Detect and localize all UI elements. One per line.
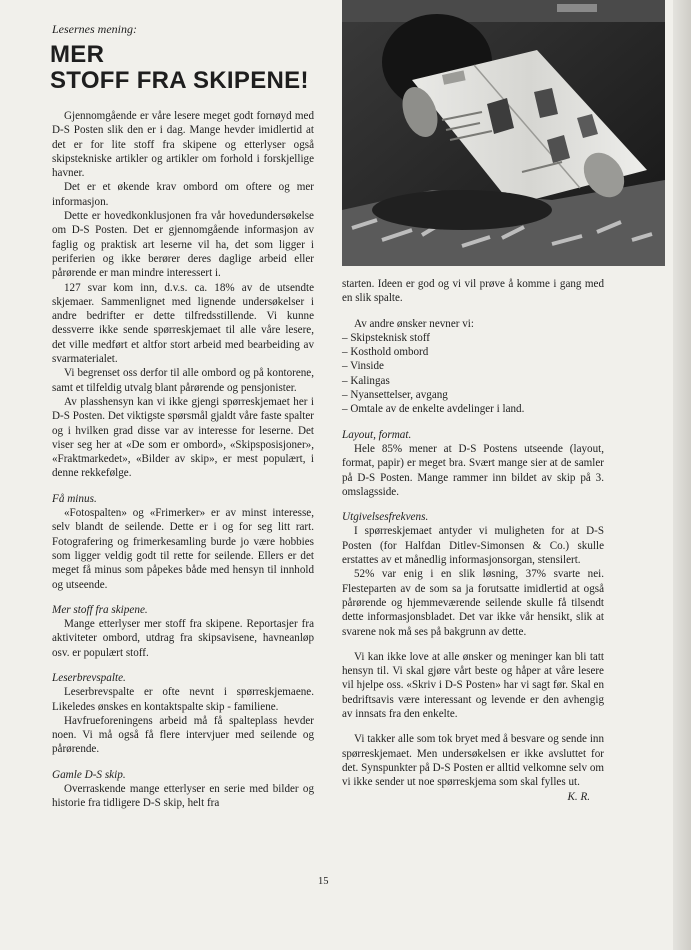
photo-reader-with-magazine [342, 0, 665, 266]
paragraph: Vi takker alle som tok bryet med å besvare og sende inn spørreskjemaet. Men undersøkelsen er ikke avsluttet for det. Synspunkter på D-S Posten er alltid velkomne selv om vi ikke sender ut noe spørreskjema som skal fylles ut. [342, 733, 604, 789]
subheading-utgivelsesfrekvens: Utgivelsesfrekvens. [342, 511, 429, 524]
signature-row [342, 790, 604, 804]
subheading-fa-minus: Få minus. [52, 492, 97, 505]
headline-line-1: MER [50, 41, 105, 68]
paragraph: Leserbrevspalte er ofte nevnt i spørreskjemaene. Likeledes ønskes en kontaktspalte skip - familiene. [52, 686, 314, 713]
paragraph: Vi kan ikke love at alle ønsker og meninger kan bli tatt hensyn til. Vi skal gjøre vårt beste og håper at våre lesere vil hjelpe oss. «Skriv i D-S Posten» har vi sagt før. Skal en bedriftsavis være interessant og levende er den avhengig av innsats fra den enkelte. [342, 650, 604, 721]
headline-line-2: STOFF FRA SKIPENE! [50, 67, 309, 94]
page-number: 15 [318, 876, 329, 887]
author-signature: K. R. [567, 790, 590, 803]
wishes-list [342, 331, 604, 417]
subheading-leserbrevspalte: Leserbrevspalte. [52, 671, 126, 684]
list-item: – Nyansettelser, avgang [342, 389, 448, 402]
photo-illustration [342, 0, 665, 266]
list-item: – Omtale av de enkelte avdelinger i land. [342, 403, 525, 416]
paragraph: 52% var enig i en slik løsning, 37% svarte nei. Flesteparten av de som sa ja forutsatte imidlertid at også pårørende og hjemmeværende seilende skulle få tilsendt dette informasjonsbladet. Det var ikke vår hensikt, slik at svarene nok må ses på bakgrunn av dette. [342, 568, 604, 638]
list-item: – Kosthold ombord [342, 346, 429, 359]
paragraph: Av andre ønsker nevner vi: [354, 317, 474, 330]
paragraph: Dette er hovedkonklusjonen fra vår hovedundersøkelse om D-S Posten. Det er gjennomgående informasjon av faglig og praktisk art leserne vil ha, det som ligger i periferien og ikke berører deres daglige arbeid eller pårørende er man mindre interessert i. [52, 210, 314, 280]
subheading-layout-format: Layout, format. [342, 428, 412, 441]
subheading-gamle-ds-skip: Gamle D-S skip. [52, 768, 126, 781]
paragraph: «Fotospalten» og «Frimerker» er av minst interesse, selv blandt de seilende. Dette er i og for seg litt rart. Fotografering og frimerkesamling burde jo være hobbies som ligger veldig godt til rette for seilende. Ellers er det meget få minus som påpekes både med hensyn til innhold og utseende. [52, 507, 314, 591]
page-spine-shadow [673, 0, 691, 950]
paragraph: Vi begrenset oss derfor til alle ombord og på kontorene, samt et tilfeldig utvalg blant pårørende og pensjonister. [52, 367, 314, 394]
paragraph: Mange etterlyser mer stoff fra skipene. Reportasjer fra aktiviteter ombord, utdrag fra skipsavisene, havneanløp osv. er populært stoff. [52, 618, 314, 659]
paragraph: starten. Ideen er god og vi vil prøve å komme i gang med en slik spalte. [342, 278, 604, 305]
list-item: – Kalingas [342, 374, 390, 387]
list-item: – Vinside [342, 360, 384, 373]
paragraph: Av plasshensyn kan vi ikke gjengi spørreskjemaet her i D-S Posten. Det viktigste spørsmål gjaldt våre faste spalter og i hvilken grad disse var av interesse for leserne. Det viser seg her at «De som er ombord», «Skipsposisjoner», «Fraktmarkedet», «Bilder av skip», er mest populært, i denne rekkefølge. [52, 395, 314, 480]
paragraph: Overraskende mange etterlyser en serie med bilder og historie fra tidligere D-S skip, helt fra [52, 783, 314, 810]
headline [50, 42, 309, 94]
paragraph: 127 svar kom inn, d.v.s. ca. 18% av de utsendte skjemaer. Sammenlignet med lignende undersøkelser i andre bedrifter er dette tilfredsstillende. Vi kunne dessverre ikke sende spørreskjemaet til alle våre lesere, det ville medført et altfor stort arbeid med bearbeiding av svarmaterialet. [52, 281, 314, 366]
left-article-column [52, 109, 314, 811]
list-item: – Skipsteknisk stoff [342, 331, 430, 344]
subheading-mer-stoff: Mer stoff fra skipene. [52, 603, 148, 616]
paragraph: Gjennomgående er våre lesere meget godt fornøyd med D-S Posten slik den er i dag. Mange hevder imidlertid at det er for lite stoff fra skipene og etterlyser også skipstekniske artikler og artikler om forhold i forskjellige havner. [52, 110, 314, 180]
right-article-column [342, 277, 604, 804]
paragraph: I spørreskjemaet antyder vi muligheten for at D-S Posten (for Halfdan Ditlev-Simonsen & Co.) skulle erstattes av et månedlig informasjonsorgan, stensilert. [342, 525, 604, 567]
paragraph: Det er et økende krav ombord om oftere og mer informasjon. [52, 181, 314, 208]
paragraph: Hele 85% mener at D-S Postens utseende (layout, format, papir) er meget bra. Svært mange sier at de samler på D-S Posten. Mange rammer inn bildet av skip på 3. omslagsside. [342, 442, 604, 498]
paragraph: Havfrueforeningens arbeid må få spalteplass hevder noen. Vi må også få flere intervjuer med seilende og pårørende. [52, 714, 314, 756]
section-label: Lesernes mening: [52, 22, 137, 36]
